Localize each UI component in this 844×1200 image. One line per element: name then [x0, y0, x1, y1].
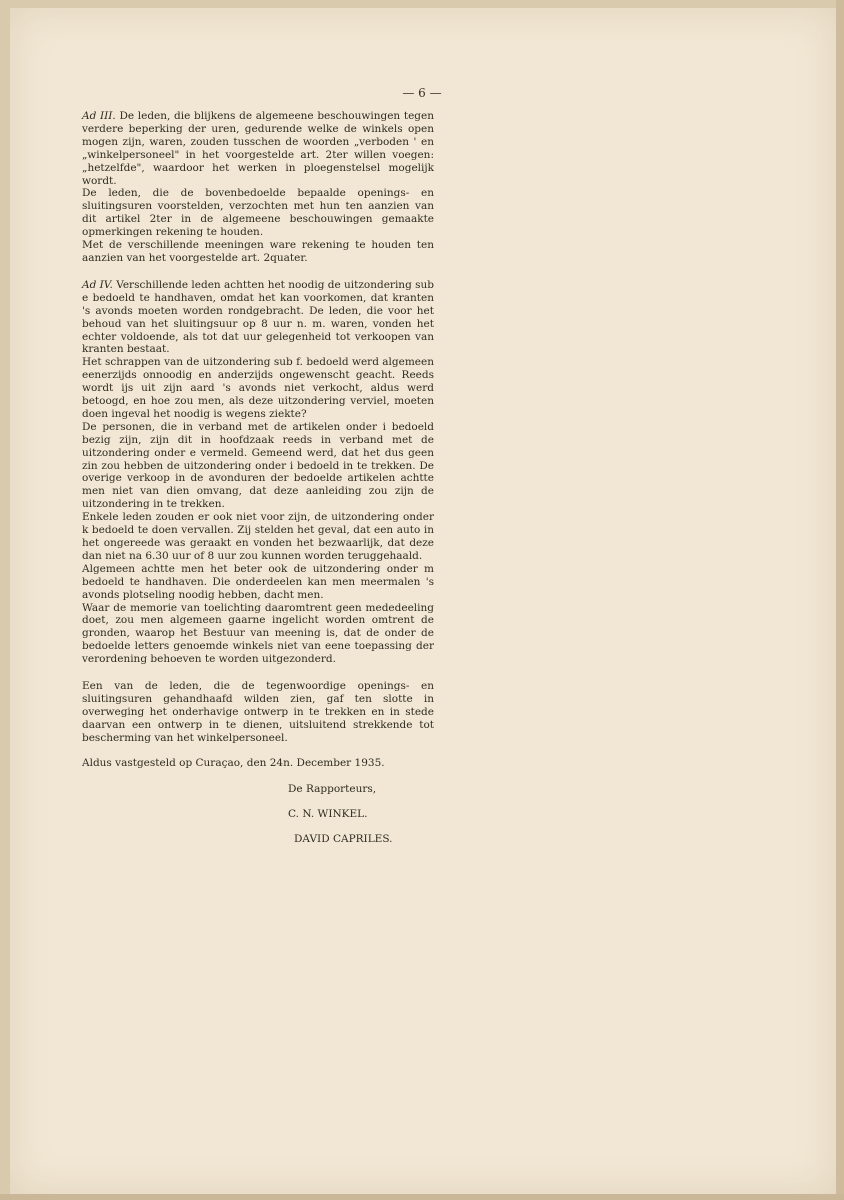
section-iv-text-1: Verschillende leden achtten het noodig de uitzondering sub e bedoeld te handhaven, omdat het kan voorkomen, dat kranten 's avonds moeten worden rondgebracht. De leden, die voor het behoud van het sluitingsuur op 8 uur n. m. waren, vonden het echter voldoende, als tot dat uur gelegenheid tot verkoopen van kranten bestaat.: [82, 278, 435, 356]
signatory-capriles: DAVID CAPRILES.: [294, 833, 393, 846]
section-iv-paragraph-5: Algemeen achtte men het beter ook de uitzondering onder m bedoeld te handhaven. Die onderdeelen kan men meermalen 's avonds plotseling noodig hebben, dacht men.: [82, 562, 434, 601]
closing-statement: Aldus vastgesteld op Curaçao, den 24n. December 1935.: [82, 756, 385, 769]
page-edge-right: [836, 0, 844, 1200]
section-iv-paragraph-2: Het schrappen van de uitzondering sub f. bedoeld werd algemeen eenerzijds onnoodig en anderzijds ongewenscht geacht. Reeds wordt ijs uit zijn aard 's avonds niet verkocht, aldus werd betoogd, en hoe zou men, als deze uitzondering verviel, moeten doen ingeval het noodig is wegens ziekte?: [82, 356, 434, 420]
section-gap: [82, 666, 434, 680]
page-edge-bottom: [0, 1194, 844, 1200]
body-text: [82, 110, 434, 846]
section-iv-paragraph-1: [82, 279, 434, 356]
conclusion-paragraph: Een van de leden, die de tegenwoordige openings- en sluitingsuren gehandhaafd wilden zien, gaf ten slotte in overweging het onderhavige ontwerp in te trekken en in stede daarvan een ontwerp in te dienen, uitsluitend strekkende tot bescherming van het winkelpersoneel.: [82, 680, 434, 744]
section-iii-text-1: De leden, die blijkens de algemeene beschouwingen tegen verdere beperking der uren, gedurende welke de winkels open mogen zijn, waren, zouden tusschen de woorden „verboden ' en „winkelpersoneel" in het voorgestelde art. 2ter willen voegen: „hetzelfde", waardoor het werken in ploegenstelsel mogelijk wordt.: [82, 110, 434, 187]
rapporteurs-label: De Rapporteurs,: [288, 782, 377, 795]
section-iv-paragraph-6: Waar de memorie van toelichting daaromtrent geen mededeeling doet, zou men algemeen gaarne ingelicht worden omtrent de gronden, waarop het Bestuur van meening is, dat de onder de bedoelde letters genoemde winkels niet van eene toepassing der verordening behoeven te worden uitgezonderd.: [82, 601, 434, 666]
signatory-winkel: C. N. WINKEL.: [288, 808, 368, 821]
section-iii-paragraph-3: Met de verschillende meeningen ware rekening te houden ten aanzien van het voorgestelde art. 2quater.: [82, 239, 434, 264]
page-number: — 6 —: [402, 86, 442, 100]
section-iv-paragraph-4: Enkele leden zouden er ook niet voor zijn, de uitzondering onder k bedoeld te doen vervallen. Zij stelden het geval, dat een auto in het ongereede was geraakt en vonden het bezwaarlijk, dat deze dan niet na 6.30 uur of 8 uur zou kunnen worden teruggehaald.: [82, 511, 434, 562]
section-iv-paragraph-3: De personen, die in verband met de artikelen onder i bedoeld bezig zijn, zijn dit in hoofdzaak reeds in verband met de uitzondering onder e vermeld. Gemeend werd, dat het dus geen zin zou hebben de uitzondering onder i bedoeld in te trekken. De overige verkoop in de avonduren der bedoelde artikelen achtte men niet van dien omvang, dat deze aanleiding zou zijn de uitzondering in te trekken.: [82, 420, 434, 511]
section-iii-label: Ad III.: [82, 110, 116, 122]
section-iii-paragraph-1: [82, 110, 434, 187]
section-iv-label: Ad IV.: [82, 278, 113, 291]
section-iii-paragraph-2: De leden, die de bovenbedoelde bepaalde openings- en sluitingsuren voorstelden, verzochten met hun ten aanzien van dit artikel 2ter in de algemeene beschouwingen gemaakte opmerkingen rekening te houden.: [82, 187, 434, 239]
section-gap: [82, 265, 434, 279]
